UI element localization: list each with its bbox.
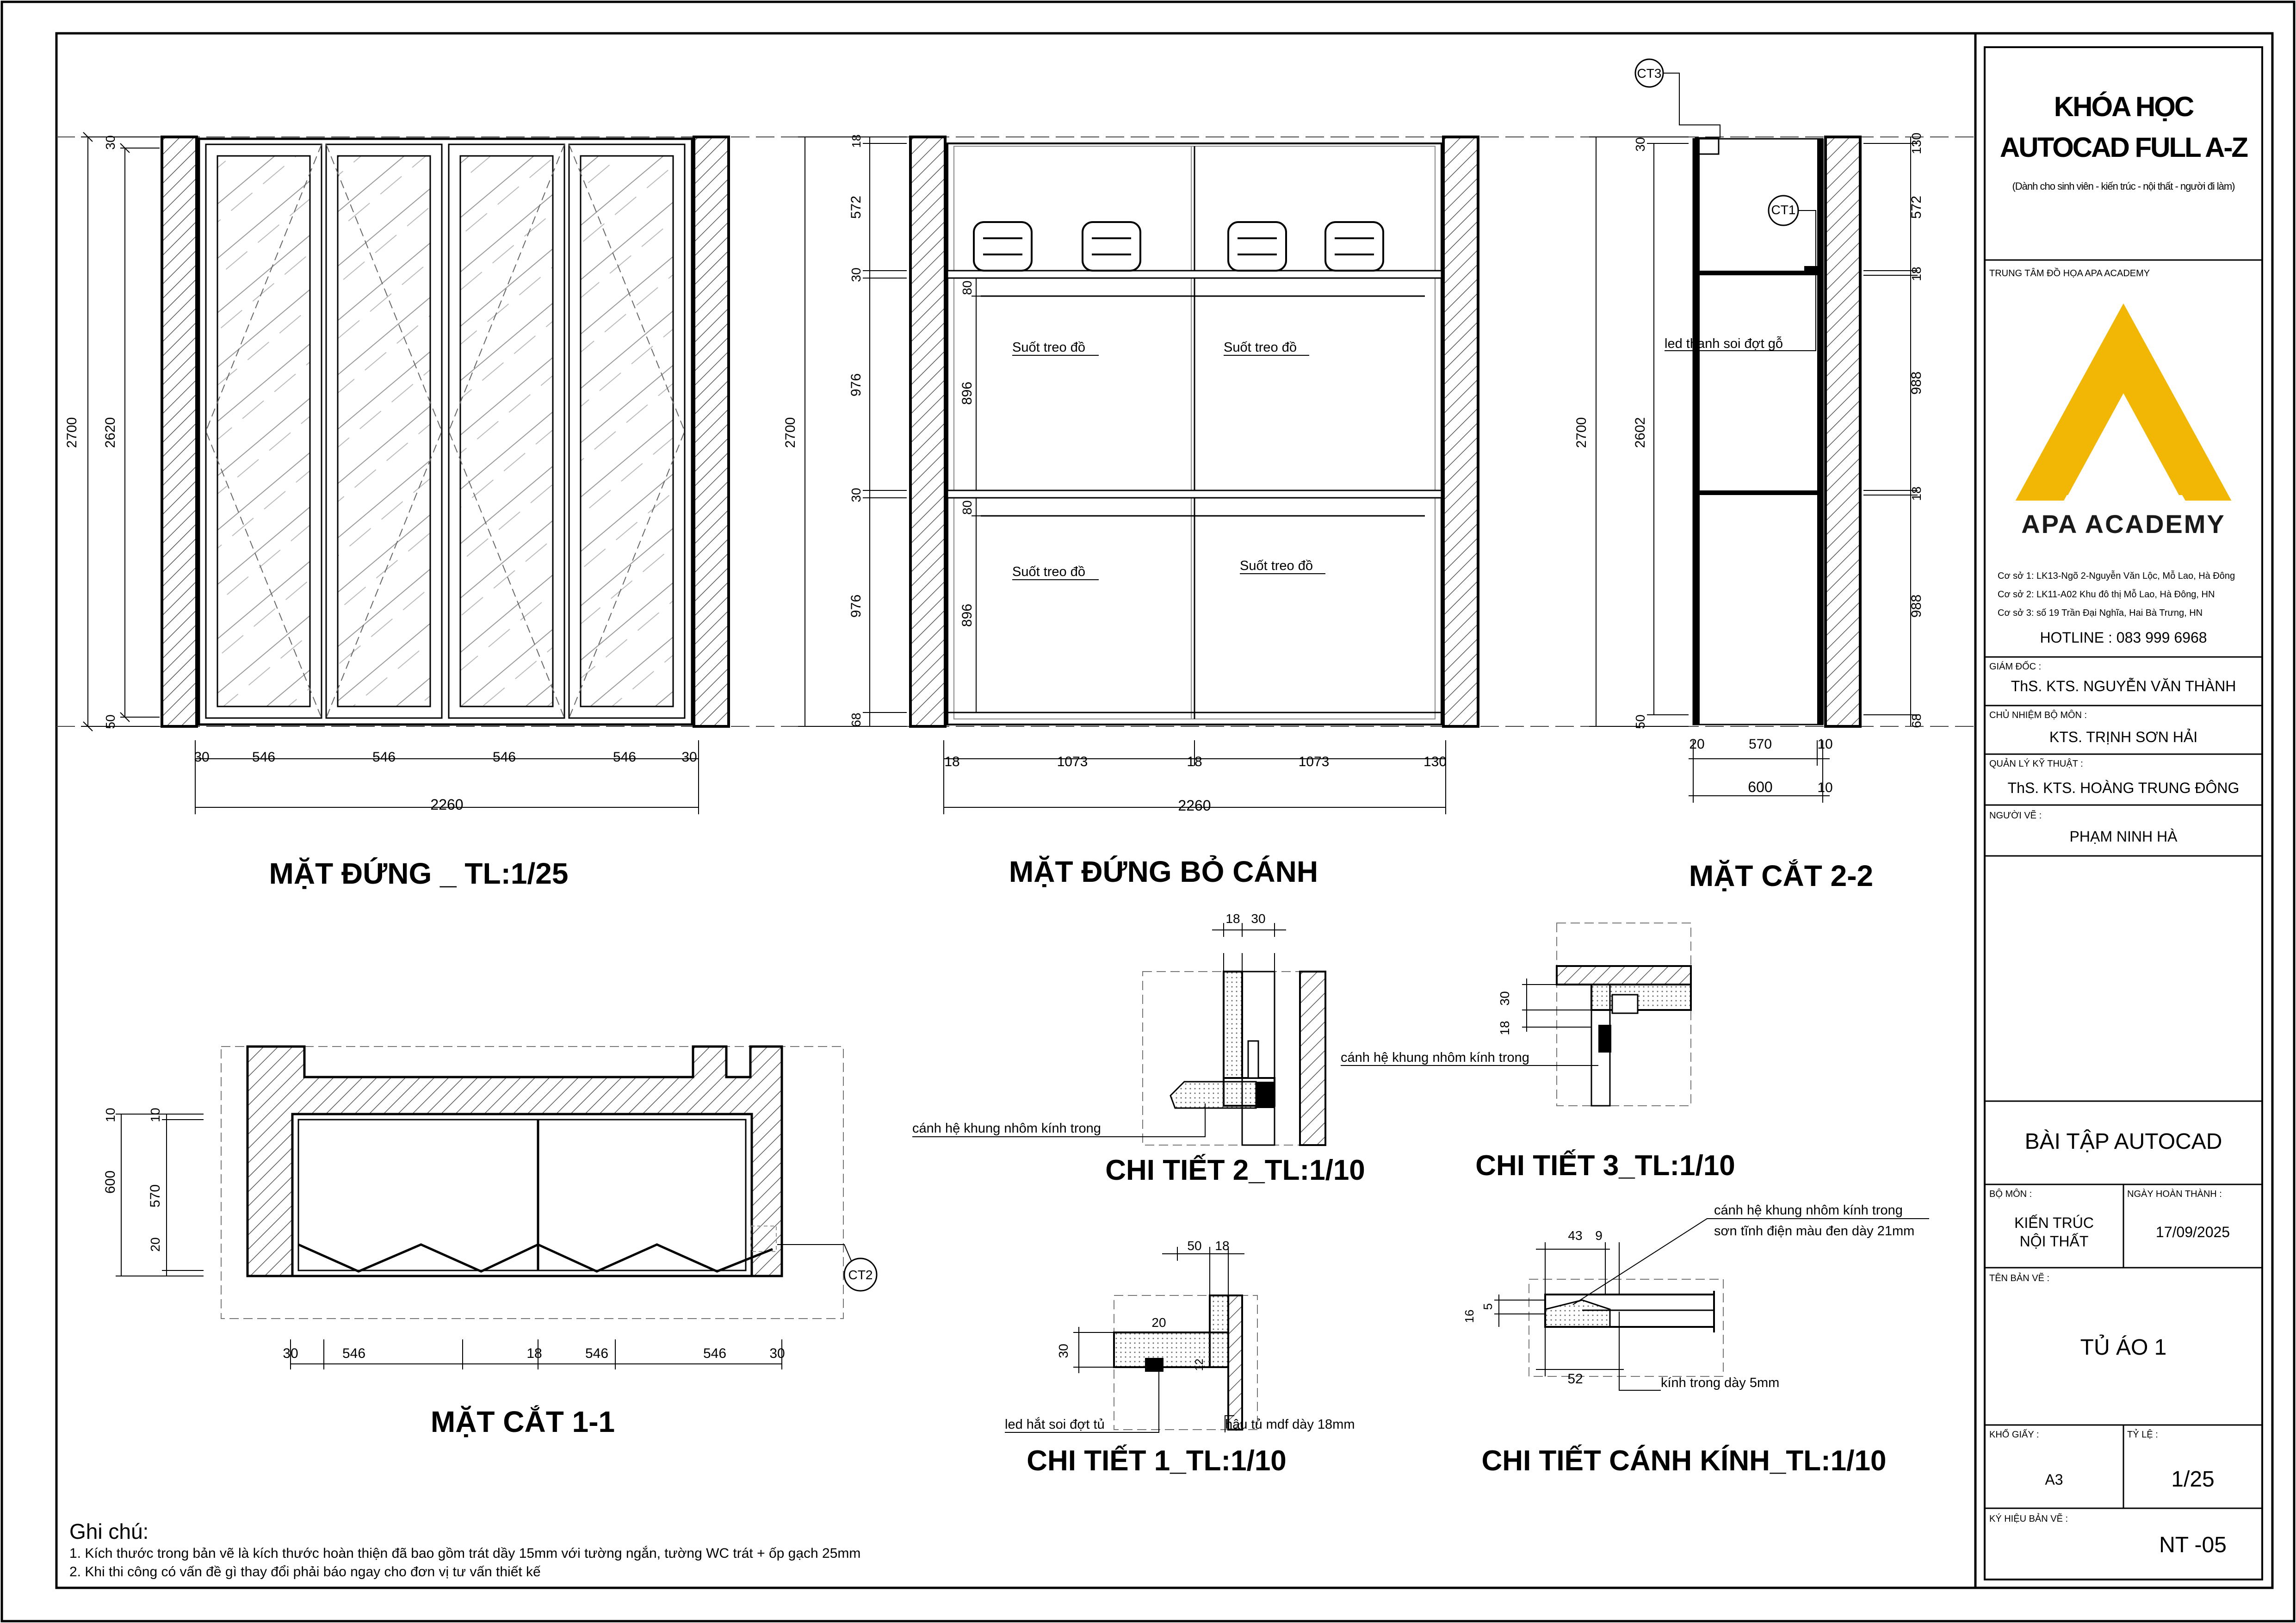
dim-open-bay: 1073 <box>1057 754 1088 769</box>
back-panel <box>1693 139 1700 725</box>
head-name: KTS. TRỊNH SƠN HẢI <box>2049 729 2198 745</box>
address-1: Cơ sở 1: LK13-Ngõ 2-Nguyễn Văn Lộc, Mỗ Lao, Hà Đông <box>1998 571 2235 581</box>
dim-front-bottom: 50 <box>103 714 118 729</box>
dim-s22-r-upper: 572 <box>1909 195 1924 219</box>
wall-left <box>910 137 945 726</box>
tech-label: QUẢN LÝ KỸ THUẬT : <box>1989 759 2083 769</box>
general-notes <box>69 1518 860 1581</box>
detail-2 <box>912 911 1365 1186</box>
dim-open-mid: 976 <box>848 373 864 397</box>
date-label: NGÀY HOÀN THÀNH : <box>2127 1189 2222 1199</box>
detail-1 <box>1005 1239 1355 1477</box>
label-d2-note: cánh hệ khung nhôm kính trong <box>912 1121 1101 1136</box>
dim-d1-w2: 18 <box>1215 1239 1230 1253</box>
shelf-upper <box>947 271 1442 278</box>
dim-s22-r-mid: 988 <box>1909 594 1924 618</box>
folded-clothes-icon <box>1228 222 1286 271</box>
callout-ct2-label: CT2 <box>848 1268 873 1282</box>
dim-s11-r-top: 10 <box>148 1108 162 1122</box>
paper-size: A3 <box>2045 1471 2063 1488</box>
dim-open-side: 18 <box>944 754 960 769</box>
name-label: TÊN BẢN VẼ : <box>1989 1273 2050 1283</box>
dim-s11-mid-post: 18 <box>526 1346 542 1361</box>
exercise-title: BÀI TẬP AUTOCAD <box>2024 1129 2222 1154</box>
head-label: CHỦ NHIỆM BỘ MÔN : <box>1989 710 2087 720</box>
dim-open-bay: 1073 <box>1298 754 1330 769</box>
dim-s11-mid: 570 <box>148 1184 163 1208</box>
label-d3-note: cánh hệ khung nhôm kính trong <box>1341 1050 1529 1065</box>
title-detail-glass: CHI TIẾT CÁNH KÍNH_TL:1/10 <box>1481 1445 1887 1477</box>
section-1-1 <box>103 1047 877 1438</box>
dim-d2-w2: 30 <box>1251 911 1266 926</box>
wall-left <box>162 137 197 726</box>
completion-date: 17/09/2025 <box>2155 1224 2230 1240</box>
dim-s11-panel: 546 <box>703 1346 727 1361</box>
paper-label: KHỔ GIẤY : <box>1989 1430 2039 1440</box>
dim-s22-r-shelf: 18 <box>1909 486 1924 501</box>
dim-front-panel: 546 <box>372 750 396 765</box>
front-elevation <box>64 132 729 890</box>
shelf <box>1700 271 1817 275</box>
dim-d3-h2: 18 <box>1498 1021 1512 1035</box>
dim-open-base: 68 <box>849 712 863 727</box>
notes-line-2: 2. Khi thi công có vấn đề gì thay đổi phải báo ngay cho đơn vị tư vấn thiết kế <box>69 1564 541 1580</box>
dim-s22-bottom: 50 <box>1633 714 1647 729</box>
dim-open-inner: 896 <box>959 381 975 405</box>
dim-dg-w2: 9 <box>1595 1228 1603 1243</box>
dim-s11-bottom: 20 <box>148 1237 162 1252</box>
dim-s22-door: 10 <box>1817 737 1833 752</box>
open-elevation <box>783 135 1478 888</box>
folded-clothes-icon <box>1083 222 1140 271</box>
dim-s22-r-mid: 988 <box>1909 371 1924 395</box>
label-d1-back: hậu tủ mdf dày 18mm <box>1225 1417 1355 1432</box>
dim-s22-inner: 2602 <box>1633 417 1648 448</box>
shelf <box>1700 490 1817 495</box>
drawer-name: PHẠM NINH HÀ <box>2069 828 2178 845</box>
label-led: led thanh soi đợt gỗ <box>1665 336 1783 351</box>
dim-front-total-width: 2260 <box>430 796 464 813</box>
dept-line2: NỘI THẤT <box>2019 1233 2089 1250</box>
code-label: KÝ HIỆU BẢN VẼ : <box>1989 1514 2068 1524</box>
dim-s11-top: 10 <box>103 1108 118 1122</box>
dim-s22-total: 2700 <box>1574 417 1589 448</box>
drawer-label: NGƯỜI VẼ : <box>1989 811 2042 821</box>
wall-right <box>1443 137 1478 726</box>
door-panel <box>449 144 564 718</box>
dim-open-shelf: 30 <box>849 488 863 502</box>
dim-s22-r-base: 68 <box>1909 713 1924 728</box>
title-detail-1: CHI TIẾT 1_TL:1/10 <box>1027 1445 1287 1477</box>
dim-dg-h1: 5 <box>1481 1303 1495 1310</box>
course-subtitle: (Dành cho sinh viên - kiến trúc - nội thất - người đi làm) <box>2012 180 2235 192</box>
scale-value: 1/25 <box>2171 1467 2215 1492</box>
dim-open-inner: 896 <box>959 603 975 627</box>
dim-open-mid: 976 <box>848 594 864 618</box>
address-3: Cơ sở 3: số 19 Trần Đại Nghĩa, Hai Bà Trưng, HN <box>1998 608 2203 618</box>
dim-open-mid-post: 18 <box>1187 754 1202 769</box>
dim-s22-r-top: 130 <box>1909 132 1924 155</box>
led-strip <box>1804 266 1817 272</box>
dim-d2-w1: 18 <box>1225 911 1240 926</box>
section-2-2 <box>1574 59 1924 892</box>
dim-s11-panel: 546 <box>342 1346 366 1361</box>
dim-s11-side: 30 <box>283 1346 298 1361</box>
dim-dg-w3: 52 <box>1567 1371 1583 1387</box>
side-carcass <box>1693 139 1823 725</box>
hotline: HOTLINE : 083 999 6968 <box>2040 629 2207 646</box>
dim-s22-total-depth: 600 <box>1748 779 1773 795</box>
wall-back <box>1826 137 1860 726</box>
label-hanging-rail: Suốt treo đồ <box>1012 340 1085 355</box>
callout-ct3-label: CT3 <box>1637 66 1662 81</box>
director-name: ThS. KTS. NGUYỄN VĂN THÀNH <box>2011 678 2236 694</box>
dim-s22-door2: 10 <box>1817 780 1833 795</box>
door-panel <box>206 144 322 718</box>
dim-open-gap: 80 <box>960 500 974 515</box>
dim-d1-h2: 12 <box>1193 1358 1206 1371</box>
scale-label: TỶ LỆ : <box>2127 1430 2158 1440</box>
dim-open-upper: 572 <box>848 195 864 219</box>
dim-front-total-height: 2700 <box>64 417 80 448</box>
dim-front-panel: 546 <box>613 750 637 765</box>
notes-title: Ghi chú: <box>69 1519 149 1543</box>
door-panel <box>326 144 442 718</box>
title-front-elevation: MẶT ĐỨNG _ TL:1/25 <box>269 857 569 890</box>
dim-open-shelf: 30 <box>849 267 863 282</box>
dim-d1-w3: 20 <box>1151 1315 1166 1330</box>
door-panel <box>569 144 685 718</box>
dim-open-gap: 80 <box>960 280 974 295</box>
dim-s11-total: 600 <box>103 1170 118 1194</box>
dim-open-total: 2700 <box>783 417 798 448</box>
title-section-1-1: MẶT CẮT 1-1 <box>430 1405 615 1438</box>
apa-logo-icon <box>2017 305 2230 500</box>
label-d1-led: led hắt soi đợt tủ <box>1005 1417 1105 1432</box>
dim-s22-top: 30 <box>1633 137 1647 152</box>
dim-open-total-width: 2260 <box>1178 797 1211 814</box>
dept-line1: KIẾN TRÚC <box>2014 1214 2094 1231</box>
dim-dg-w1: 43 <box>1568 1228 1583 1243</box>
dim-open-right: 130 <box>1423 754 1447 769</box>
course-title-line2: AUTOCAD FULL A-Z <box>1999 132 2247 163</box>
wall-plan <box>248 1047 782 1276</box>
dim-s11-side: 30 <box>769 1346 785 1361</box>
dim-front-top: 30 <box>103 135 118 150</box>
label-hanging-rail: Suốt treo đồ <box>1012 564 1085 579</box>
title-section-2-2: MẶT CẮT 2-2 <box>1689 859 1874 892</box>
drawing-code: NT -05 <box>2159 1533 2227 1557</box>
address-2: Cơ sở 2: LK11-A02 Khu đô thị Mỗ Lao, Hà Đông, HN <box>1998 589 2215 600</box>
dim-d1-h1: 30 <box>1056 1344 1071 1358</box>
dim-s22-r-shelf: 18 <box>1909 266 1924 281</box>
label-hanging-rail: Suốt treo đồ <box>1240 558 1313 573</box>
dim-front-panel: 546 <box>492 750 516 765</box>
center-label: TRUNG TÂM ĐỒ HỌA APA ACADEMY <box>1989 268 2150 279</box>
title-detail-2: CHI TIẾT 2_TL:1/10 <box>1105 1154 1365 1186</box>
door-edge <box>1817 139 1824 725</box>
dim-front-side-right: 30 <box>681 750 697 765</box>
dim-s11-panel: 546 <box>585 1346 609 1361</box>
detail-glass <box>1462 1203 1929 1477</box>
brand-name: APA ACADEMY <box>2021 509 2226 539</box>
course-title-line1: KHÓA HỌC <box>2054 91 2193 122</box>
dim-open-top: 18 <box>849 134 863 148</box>
notes-line-1: 1. Kích thước trong bản vẽ là kích thước hoàn thiện đã bao gồm trát dầy 15mm với tường ngắn, tường WC trát + ốp gạch 25mm <box>69 1546 861 1561</box>
label-hanging-rail: Suốt treo đồ <box>1224 340 1297 355</box>
led-strip <box>1145 1358 1163 1372</box>
tech-name: ThS. KTS. HOÀNG TRUNG ĐÔNG <box>2007 780 2240 796</box>
label-dg-note1: cánh hệ khung nhôm kính trong <box>1714 1203 1903 1218</box>
dim-s22-back: 20 <box>1689 737 1705 752</box>
dim-front-panel: 546 <box>252 750 276 765</box>
folded-clothes-icon <box>974 222 1032 271</box>
wall-right <box>694 137 729 726</box>
dim-d1-w1: 50 <box>1187 1239 1202 1253</box>
title-open-elevation: MẶT ĐỨNG BỎ CÁNH <box>1009 855 1318 888</box>
label-dg-note2: sơn tĩnh điện màu đen dày 21mm <box>1714 1224 1915 1239</box>
dept-label: BỘ MÔN : <box>1989 1189 2032 1199</box>
folding-door-plan <box>298 1245 538 1271</box>
dim-dg-h2: 16 <box>1462 1309 1476 1323</box>
folding-door-plan <box>538 1245 773 1271</box>
director-label: GIÁM ĐỐC : <box>1989 662 2042 672</box>
detail-3 <box>1341 923 1735 1182</box>
label-dg-glass: kính trong dày 5mm <box>1661 1375 1780 1390</box>
callout-ct1-label: CT1 <box>1771 203 1796 217</box>
title-detail-3: CHI TIẾT 3_TL:1/10 <box>1475 1150 1735 1182</box>
dim-front-side-left: 30 <box>194 750 210 765</box>
shelf-middle <box>947 490 1442 498</box>
drawing-name: TỦ ÁO 1 <box>2080 1335 2167 1360</box>
folded-clothes-icon <box>1325 222 1383 271</box>
dim-s22-depth: 570 <box>1748 737 1772 752</box>
dim-d3-h1: 30 <box>1498 991 1512 1006</box>
dim-front-inner-height: 2620 <box>103 417 118 448</box>
